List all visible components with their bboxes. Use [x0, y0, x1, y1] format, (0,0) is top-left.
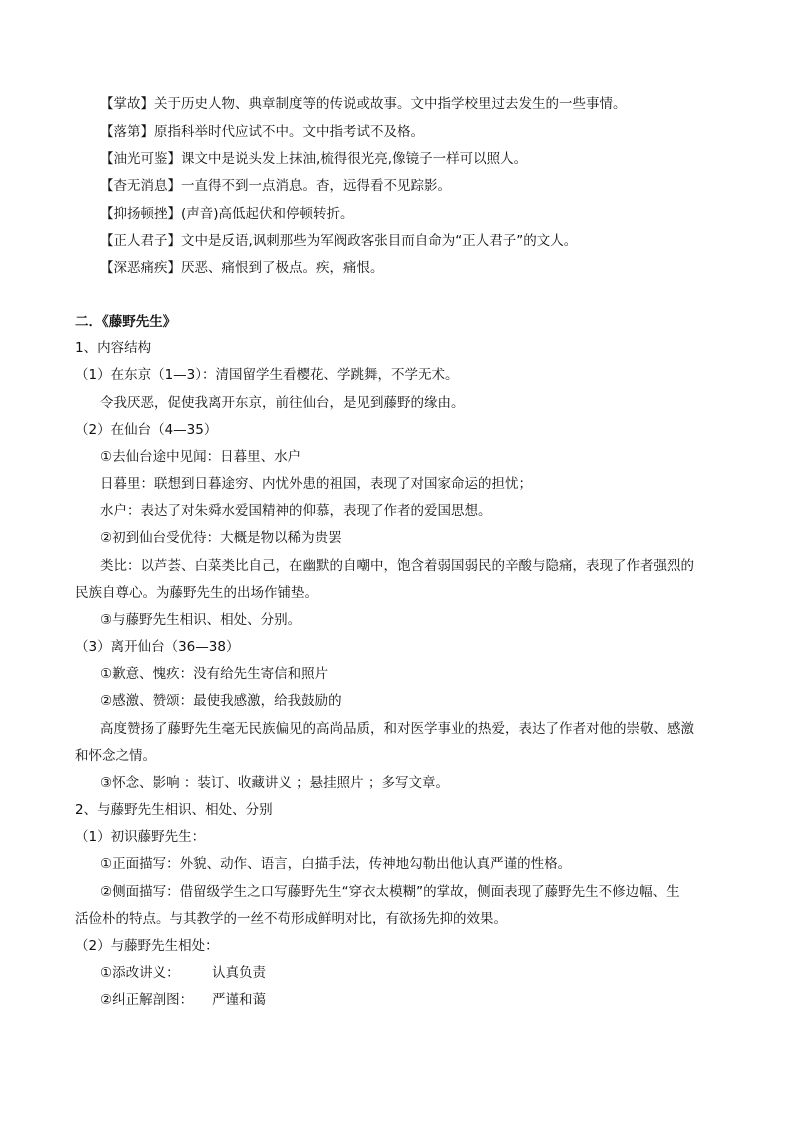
- glossary-item: [100, 204, 354, 224]
- glossary-term: 【油光可鉴】: [100, 151, 181, 167]
- paragraph: ①正面描写：外貌、动作、语言，白描手法，传神地勾勒出他认真严谨的性格。: [100, 856, 572, 872]
- item-label: ②纠正解剖图：: [100, 992, 194, 1008]
- glossary-definition: 原指科举时代应试不中。文中指考试不及格。: [154, 124, 424, 140]
- glossary-item: [100, 122, 424, 142]
- paragraph: 令我厌恶，促使我离开东京，前往仙台，是见到藤野的缘由。: [100, 395, 465, 411]
- paragraph: 水户：表达了对朱舜水爱国精神的仰慕，表现了作者的爱国思想。: [100, 503, 492, 519]
- subsection-heading: 1、内容结构: [75, 340, 152, 356]
- glossary-item: [100, 149, 527, 169]
- paragraph: ①去仙台途中见闻：日暮里、水户: [100, 449, 302, 465]
- paragraph: ①歉意、愧疚：没有给先生寄信和照片: [100, 666, 329, 682]
- paragraph: ③与藤野先生相识、相处、分别。: [100, 612, 302, 628]
- item-value: 认真负责: [212, 965, 266, 981]
- subsection-heading: 2、与藤野先生相识、相处、分别: [75, 802, 273, 818]
- paragraph: 日暮里：联想到日暮途穷、内忧外患的祖国，表现了对国家命运的担忧；: [100, 476, 532, 492]
- glossary-term: 【抑扬顿挫】: [100, 206, 181, 222]
- glossary-term: 【杳无消息】: [100, 178, 181, 194]
- paragraph: （3）离开仙台（36—38）: [75, 639, 240, 655]
- paragraph: 高度赞扬了藤野先生毫无民族偏见的高尚品质，和对医学事业的热爱，表达了作者对他的崇敬、感激: [100, 721, 694, 737]
- glossary-term: 【落第】: [100, 124, 154, 140]
- glossary-term: 【正人君子】: [100, 233, 181, 249]
- paragraph: （2）在仙台（4—35）: [75, 422, 218, 438]
- glossary-item: [100, 258, 384, 278]
- paragraph: 类比：以芦荟、白菜类比自己，在幽默的自嘲中，饱含着弱国弱民的辛酸与隐痛，表现了作者强烈的: [100, 558, 694, 574]
- paragraph: 活俭朴的特点。与其教学的一丝不苟形成鲜明对比，有欲扬先抑的效果。: [75, 911, 507, 927]
- paragraph: （1）在东京（1—3）：清国留学生看樱花、学跳舞，不学无术。: [75, 367, 459, 383]
- paragraph: 民族自尊心。为藤野先生的出场作铺垫。: [75, 585, 318, 601]
- glossary-definition: 厌恶、痛恨到了极点。疾，痛恨。: [181, 260, 384, 276]
- glossary-term: 【深恶痛疾】: [100, 260, 181, 276]
- glossary-definition: 文中是反语,讽刺那些为军阀政客张目而自命为“正人君子”的文人。: [181, 233, 578, 249]
- glossary-item: [100, 94, 627, 114]
- glossary-item: [100, 176, 451, 196]
- paragraph: （1）初识藤野先生：: [75, 829, 206, 845]
- glossary-item: [100, 231, 577, 251]
- glossary-definition: (声音)高低起伏和停顿转折。: [181, 206, 354, 222]
- glossary-definition: 课文中是说头发上抹油,梳得很光亮,像镜子一样可以照人。: [181, 151, 528, 167]
- section-title: 二．《藤野先生》: [75, 314, 177, 330]
- glossary-term: 【掌故】: [100, 96, 154, 112]
- item-value: 严谨和蔼: [212, 992, 266, 1008]
- glossary-definition: 关于历史人物、典章制度等的传说或故事。文中指学校里过去发生的一些事情。: [154, 96, 627, 112]
- item-label: ①添改讲义：: [100, 965, 180, 981]
- paragraph: ③怀念、影响 ：装订、收藏讲义 ；悬挂照片 ；多写文章。: [100, 775, 449, 791]
- paragraph: ②初到仙台受优待：大概是物以稀为贵罢: [100, 530, 342, 546]
- paragraph: （2）与藤野先生相处：: [75, 938, 219, 954]
- paragraph: [100, 990, 266, 1010]
- glossary-definition: 一直得不到一点消息。杳，远得看不见踪影。: [181, 178, 451, 194]
- paragraph: ②感激、赞颂：最使我感激，给我鼓励的: [100, 693, 342, 709]
- paragraph: ②侧面描写：借留级学生之口写藤野先生“穿衣太模糊”的掌故，侧面表现了藤野先生不修边幅、生: [100, 884, 680, 900]
- paragraph: [100, 963, 266, 983]
- paragraph: 和怀念之情。: [75, 748, 156, 764]
